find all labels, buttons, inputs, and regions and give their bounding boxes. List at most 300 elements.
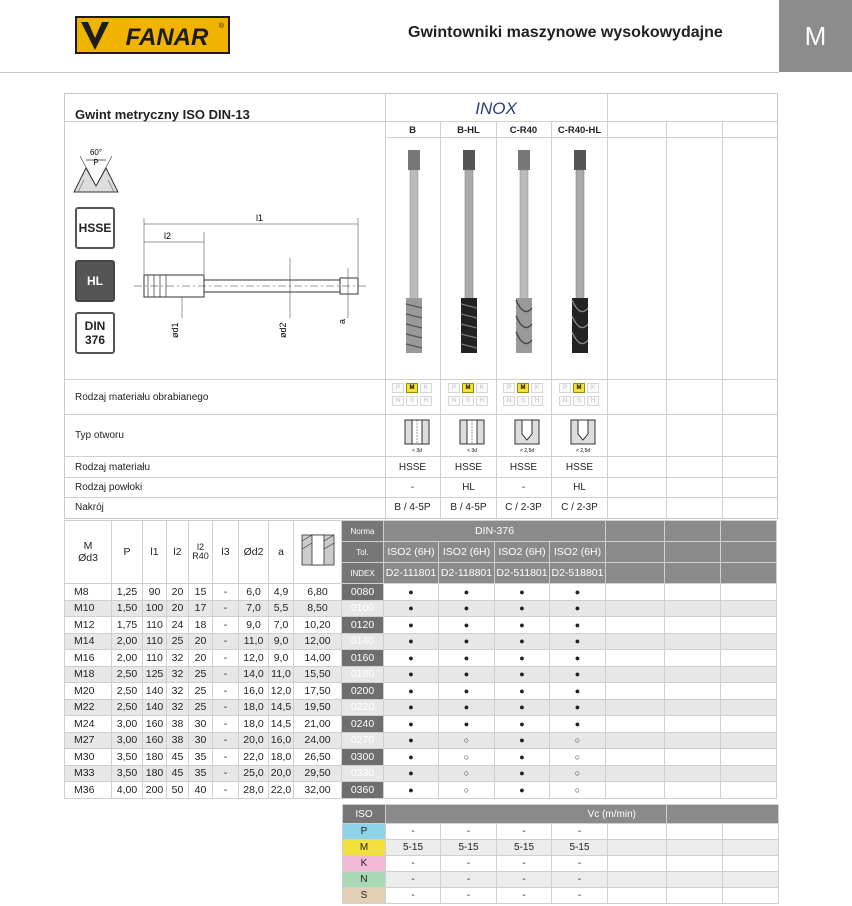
availability-cell: ● (495, 782, 550, 799)
dimension-cell: 38 (167, 732, 189, 749)
vc-value: 5-15 (386, 840, 441, 856)
dimension-table: M Ød3 P l1 l2 l2 R40 l3 Ød2 a Norma DIN-376 Tol. ISO2 (6H) ISO2 (6H) ISO2 (6H) ISO2 (6H) INDEX D2-111801 D2-118801 D2-511801 D2-518801 M8 1,25 90 20 15 - 6,0 4,9 6,80 0080 ● ● ● ● M10 1,50 100 20 17 - 7,0 5,5 8,50 0100 ● ● ● ● M12 1,75 110 24 18 - 9,0 7,0 10,20 0120 ● ● ● ● M14 2,00 110 25 20 - 11,0 9,0 12,00 0140 ● ● ● ● M16 2,00 110 32 20 - 12,0 9,0 14,00 0160 ● ● ● ● M18 2,50 125 32 25 - 14,0 11,0 15,50 0180 ● ● ● ● M20 2,50 140 32 25 - 16,0 12,0 17,50 0200 ● ● ● ● M22 2,50 140 32 25 - 18,0 14,5 19,50 0220 ● ● ● ● M24 3,00 160 38 30 - 18,0 14,5 21,00 0240 ● ● ● ● M27 3,00 160 38 30 - 20,0 16,0 24,00 0270 ● ○ ● ○ M30 3,50 180 45 35 - 22,0 18,0 26,50 0300 ● ○ ● ○ M33 3,50 180 45 35 - 25,0 20,0 29,50 0330 ● ○ ● ○ M36 4,00 200 50 40 - 28,0 22,0 32,00 0360 ● ○ ● ○ (64, 520, 777, 799)
thread-size-cell: M10 (65, 600, 112, 617)
availability-cell: ● (439, 584, 495, 601)
dimension-cell: 9,0 (269, 633, 294, 650)
col-d2: Ød2 (239, 521, 269, 584)
material-value: HSSE (398, 462, 427, 473)
variant-header-c-r40-hl: C-R40-HL (557, 125, 602, 136)
dimension-cell: 11,0 (269, 666, 294, 683)
dimension-cell: 5,5 (269, 600, 294, 617)
vc-value: - (386, 872, 441, 888)
availability-cell: ● (439, 683, 495, 700)
dimension-cell: 35 (189, 765, 213, 782)
iso-group-cell: K (343, 856, 386, 872)
col-m-d3: M Ød3 (65, 521, 112, 584)
vc-row (343, 888, 779, 904)
chamfer-value: B / 4-5P (450, 502, 487, 513)
svg-text:< 2,5d: < 2,5d (575, 448, 591, 454)
availability-cell: ● (384, 699, 439, 716)
vc-value: - (497, 872, 552, 888)
index-cell: 0160 (342, 650, 384, 667)
dimension-cell: 26,50 (294, 749, 342, 766)
dimension-cell: 2,00 (112, 633, 143, 650)
dimension-cell: 2,50 (112, 699, 143, 716)
index-cell: 0300 (342, 749, 384, 766)
availability-cell: ● (439, 666, 495, 683)
index-cell: 0200 (342, 683, 384, 700)
thread-size-cell: M20 (65, 683, 112, 700)
dimension-cell: 16,0 (239, 683, 269, 700)
table-row (65, 765, 777, 782)
drill-diameter-icon (294, 521, 342, 584)
availability-cell: ● (495, 650, 550, 667)
dimension-cell: 25 (189, 683, 213, 700)
dimension-cell: 100 (143, 600, 167, 617)
dimension-cell: 22,0 (239, 749, 269, 766)
dimension-cell: 3,00 (112, 732, 143, 749)
col-pitch: P (112, 521, 143, 584)
availability-cell: ● (384, 617, 439, 634)
availability-cell: ● (384, 666, 439, 683)
dimension-cell: 15 (189, 584, 213, 601)
svg-text:l1: l1 (256, 213, 264, 223)
thread-size-cell: M14 (65, 633, 112, 650)
vc-row (343, 856, 779, 872)
dimension-cell: 17,50 (294, 683, 342, 700)
tap-image-b-hl (455, 148, 483, 358)
label-tool-material: Rodzaj materiału (75, 462, 151, 473)
dimension-cell: - (213, 584, 239, 601)
vc-row (343, 872, 779, 888)
dimension-cell: - (213, 633, 239, 650)
availability-cell: ● (384, 600, 439, 617)
coating-badge-hl: HL (75, 260, 115, 302)
vc-value: - (497, 888, 552, 904)
dimension-cell: - (213, 666, 239, 683)
section-tab[interactable]: M (779, 0, 852, 72)
tap-dimension-drawing (130, 208, 370, 358)
table-row (65, 600, 777, 617)
thread-size-cell: M24 (65, 716, 112, 733)
availability-cell: ● (439, 699, 495, 716)
material-value: HSSE (565, 462, 594, 473)
availability-cell: ● (550, 600, 606, 617)
order-code-cell: D2-111801 (384, 563, 439, 584)
index-cell: 0180 (342, 666, 384, 683)
variant-header-b: B (409, 125, 416, 136)
availability-cell: ● (384, 749, 439, 766)
availability-cell: ○ (439, 765, 495, 782)
availability-cell: ● (384, 584, 439, 601)
fanar-logo (75, 16, 230, 54)
thread-size-cell: M18 (65, 666, 112, 683)
dimension-cell: 45 (167, 765, 189, 782)
col-l2: l2 (167, 521, 189, 584)
dimension-cell: 15,50 (294, 666, 342, 683)
dimension-cell: 19,50 (294, 699, 342, 716)
availability-cell: ● (550, 716, 606, 733)
logo-text: FANAR (125, 24, 209, 51)
table-row (65, 749, 777, 766)
availability-cell: ● (495, 732, 550, 749)
dimension-cell: 32 (167, 666, 189, 683)
dimension-cell: 1,75 (112, 617, 143, 634)
dimension-cell: 160 (143, 716, 167, 733)
iso-grid-c-r40: P M K N S H (503, 383, 545, 407)
dimension-cell: - (213, 716, 239, 733)
index-cell: 0120 (342, 617, 384, 634)
col-a: a (269, 521, 294, 584)
availability-cell: ● (550, 683, 606, 700)
material-badge-hsse: HSSE (75, 207, 115, 249)
availability-cell: ● (384, 650, 439, 667)
chamfer-value: C / 2-3P (561, 502, 598, 513)
dimension-cell: 20,0 (239, 732, 269, 749)
vc-value: - (441, 824, 497, 840)
dimension-cell: 12,00 (294, 633, 342, 650)
availability-cell: ○ (439, 782, 495, 799)
variant-header-c-r40: C-R40 (509, 125, 538, 136)
vc-value: - (386, 856, 441, 872)
dimension-cell: 45 (167, 749, 189, 766)
table-row (65, 617, 777, 634)
tolerance-cell: ISO2 (6H) (439, 542, 495, 563)
availability-cell: ● (550, 666, 606, 683)
vc-value: - (552, 872, 608, 888)
index-cell: 0080 (342, 584, 384, 601)
dimension-cell: 8,50 (294, 600, 342, 617)
availability-cell: ● (439, 650, 495, 667)
standard-badge-din376: DIN 376 (75, 312, 115, 354)
dimension-cell: 21,00 (294, 716, 342, 733)
iso-group-cell: P (343, 824, 386, 840)
availability-cell: ● (495, 683, 550, 700)
dimension-cell: 14,5 (269, 699, 294, 716)
dimension-cell: 20 (167, 584, 189, 601)
coating-value: HL (462, 482, 475, 493)
vc-row (343, 824, 779, 840)
availability-cell: ● (550, 699, 606, 716)
dimension-cell: 200 (143, 782, 167, 799)
dimension-cell: 20,0 (269, 765, 294, 782)
order-code-cell: D2-518801 (550, 563, 606, 584)
vc-value: - (552, 888, 608, 904)
dimension-cell: 28,0 (239, 782, 269, 799)
thread-size-cell: M30 (65, 749, 112, 766)
svg-text:®: ® (218, 23, 224, 30)
chamfer-value: B / 4-5P (394, 502, 431, 513)
dimension-cell: 35 (189, 749, 213, 766)
dimension-cell: 4,00 (112, 782, 143, 799)
availability-cell: ● (550, 650, 606, 667)
dimension-cell: 24,00 (294, 732, 342, 749)
vc-row (343, 840, 779, 856)
thread-size-cell: M8 (65, 584, 112, 601)
iso-header: ISO (343, 805, 386, 824)
label-hole-type: Typ otworu (75, 430, 124, 441)
material-value: HSSE (509, 462, 538, 473)
availability-cell: ● (384, 782, 439, 799)
dimension-cell: 30 (189, 716, 213, 733)
variant-header-b-hl: B-HL (457, 125, 480, 136)
dimension-cell: 2,50 (112, 666, 143, 683)
vc-header: Vc (m/min) (386, 805, 667, 824)
thread-size-cell: M27 (65, 732, 112, 749)
iso-grid-b: P M K N S H (392, 383, 434, 407)
vc-value: - (497, 824, 552, 840)
dimension-cell: 25 (189, 699, 213, 716)
coating-value: - (410, 482, 415, 493)
availability-cell: ○ (439, 732, 495, 749)
vc-value: - (552, 824, 608, 840)
dimension-cell: 11,0 (239, 633, 269, 650)
svg-text:60°: 60° (89, 148, 103, 157)
dimension-cell: 1,25 (112, 584, 143, 601)
availability-cell: ● (495, 584, 550, 601)
dimension-cell: 6,80 (294, 584, 342, 601)
dimension-cell: 20 (189, 633, 213, 650)
svg-text:l2: l2 (164, 231, 172, 241)
chamfer-value: C / 2-3P (505, 502, 542, 513)
availability-cell: ● (495, 699, 550, 716)
dimension-cell: - (213, 617, 239, 634)
availability-cell: ● (495, 749, 550, 766)
dimension-cell: 14,5 (269, 716, 294, 733)
availability-cell: ● (495, 633, 550, 650)
dimension-cell: 4,9 (269, 584, 294, 601)
dimension-cell: 125 (143, 666, 167, 683)
dimension-cell: 40 (189, 782, 213, 799)
dimension-cell: 25 (189, 666, 213, 683)
dimension-cell: 22,0 (269, 782, 294, 799)
availability-cell: ● (384, 765, 439, 782)
dimension-cell: 9,0 (239, 617, 269, 634)
dimension-cell: 10,20 (294, 617, 342, 634)
dimension-cell: 7,0 (269, 617, 294, 634)
dimension-cell: 50 (167, 782, 189, 799)
availability-cell: ● (439, 633, 495, 650)
dimension-cell: - (213, 650, 239, 667)
inox-group-label: INOX (475, 99, 517, 118)
order-code-cell: D2-118801 (439, 563, 495, 584)
label-chamfer: Nakrój (75, 502, 104, 513)
dimension-cell: 14,00 (294, 650, 342, 667)
table-row (65, 732, 777, 749)
svg-text:ød1: ød1 (170, 322, 180, 338)
thread-size-cell: M12 (65, 617, 112, 634)
thread-size-cell: M16 (65, 650, 112, 667)
table-row (65, 782, 777, 799)
availability-cell: ● (495, 716, 550, 733)
availability-cell: ● (550, 584, 606, 601)
availability-cell: ● (495, 666, 550, 683)
norm-value: DIN-376 (384, 521, 606, 542)
tap-image-c-r40-hl (566, 148, 594, 358)
col-l1: l1 (143, 521, 167, 584)
availability-cell: ● (384, 732, 439, 749)
dimension-cell: 90 (143, 584, 167, 601)
dimension-cell: - (213, 600, 239, 617)
coating-value: - (521, 482, 526, 493)
svg-text:< 2,5d: < 2,5d (519, 448, 535, 454)
dimension-cell: 12,0 (239, 650, 269, 667)
dimension-cell: 12,0 (269, 683, 294, 700)
dimension-cell: 32,00 (294, 782, 342, 799)
dimension-cell: - (213, 782, 239, 799)
vc-value: 5-15 (441, 840, 497, 856)
index-cell: 0360 (342, 782, 384, 799)
table-row (65, 699, 777, 716)
tolerance-cell: ISO2 (6H) (550, 542, 606, 563)
dimension-cell: 180 (143, 765, 167, 782)
dimension-cell: 18,0 (269, 749, 294, 766)
iso-group-cell: M (343, 840, 386, 856)
dimension-cell: - (213, 699, 239, 716)
availability-cell: ● (495, 617, 550, 634)
dimension-cell: 2,00 (112, 650, 143, 667)
dimension-cell: 140 (143, 683, 167, 700)
availability-cell: ● (384, 683, 439, 700)
material-value: HSSE (454, 462, 483, 473)
dimension-cell: 24 (167, 617, 189, 634)
dimension-cell: 14,0 (239, 666, 269, 683)
tap-image-b (400, 148, 428, 358)
dimension-cell: 32 (167, 683, 189, 700)
dimension-cell: 38 (167, 716, 189, 733)
dimension-cell: 6,0 (239, 584, 269, 601)
dimension-cell: 18,0 (239, 716, 269, 733)
table-row (65, 584, 777, 601)
tolerance-cell: ISO2 (6H) (495, 542, 550, 563)
dimension-cell: 29,50 (294, 765, 342, 782)
table-row (65, 666, 777, 683)
dimension-cell: 18,0 (239, 699, 269, 716)
blind-hole-icon (513, 418, 541, 454)
iso-grid-b-hl: P M K N S H (448, 383, 490, 407)
col-l2-r40: l2 R40 (189, 521, 213, 584)
dimension-cell: 110 (143, 633, 167, 650)
vc-value: - (386, 824, 441, 840)
availability-cell: ● (550, 633, 606, 650)
index-cell: 0100 (342, 600, 384, 617)
dimension-cell: 1,50 (112, 600, 143, 617)
index-cell: 0240 (342, 716, 384, 733)
table-row (65, 683, 777, 700)
dimension-cell: 30 (189, 732, 213, 749)
availability-cell: ● (384, 716, 439, 733)
iso-group-cell: N (343, 872, 386, 888)
page-title: Gwintowniki maszynowe wysokowydajne (408, 24, 723, 41)
iso-grid-c-r40-hl: P M K N S H (559, 383, 601, 407)
dimension-cell: - (213, 683, 239, 700)
availability-cell: ○ (439, 749, 495, 766)
vc-value: 5-15 (497, 840, 552, 856)
coating-value: HL (573, 482, 586, 493)
vc-value: - (441, 872, 497, 888)
availability-cell: ● (550, 617, 606, 634)
blind-hole-icon (569, 418, 597, 454)
dimension-cell: 16,0 (269, 732, 294, 749)
svg-text:P: P (93, 158, 99, 167)
cutting-speed-table (342, 804, 779, 904)
availability-cell: ● (439, 617, 495, 634)
tap-image-c-r40 (510, 148, 538, 358)
dimension-cell: 160 (143, 732, 167, 749)
vc-value: - (441, 888, 497, 904)
thread-size-cell: M36 (65, 782, 112, 799)
through-hole-icon (403, 418, 431, 454)
availability-cell: ● (384, 633, 439, 650)
dimension-cell: 9,0 (269, 650, 294, 667)
dimension-cell: 25,0 (239, 765, 269, 782)
vc-value: 5-15 (552, 840, 608, 856)
dimension-cell: 7,0 (239, 600, 269, 617)
dimension-cell: 180 (143, 749, 167, 766)
dimension-cell: 25 (167, 633, 189, 650)
availability-cell: ○ (550, 782, 606, 799)
dimension-cell: 20 (167, 600, 189, 617)
availability-cell: ○ (550, 749, 606, 766)
vc-value: - (441, 856, 497, 872)
dimension-cell: 110 (143, 650, 167, 667)
table-row (65, 650, 777, 667)
dimension-cell: 20 (189, 650, 213, 667)
dimension-cell: 3,00 (112, 716, 143, 733)
dimension-cell: 32 (167, 699, 189, 716)
table-row (65, 633, 777, 650)
vc-value: - (497, 856, 552, 872)
vc-value: - (552, 856, 608, 872)
through-hole-icon (458, 418, 486, 454)
availability-cell: ● (495, 765, 550, 782)
availability-cell: ● (495, 600, 550, 617)
dimension-cell: 2,50 (112, 683, 143, 700)
thread-standard-title: Gwint metryczny ISO DIN-13 (75, 107, 250, 122)
svg-text:< 3d: < 3d (412, 448, 422, 454)
index-cell: 0330 (342, 765, 384, 782)
dimension-cell: - (213, 749, 239, 766)
index-cell: 0220 (342, 699, 384, 716)
dimension-cell: 140 (143, 699, 167, 716)
dimension-cell: 110 (143, 617, 167, 634)
dimension-cell: 32 (167, 650, 189, 667)
dimension-cell: - (213, 732, 239, 749)
dimension-cell: 17 (189, 600, 213, 617)
dimension-cell: 3,50 (112, 765, 143, 782)
thread-profile-icon (72, 146, 124, 196)
col-l3: l3 (213, 521, 239, 584)
availability-cell: ○ (550, 765, 606, 782)
order-code-cell: D2-511801 (495, 563, 550, 584)
dimension-cell: 3,50 (112, 749, 143, 766)
thread-size-cell: M33 (65, 765, 112, 782)
svg-text:a: a (337, 318, 347, 324)
index-cell: 0270 (342, 732, 384, 749)
thread-size-cell: M22 (65, 699, 112, 716)
tolerance-cell: ISO2 (6H) (384, 542, 439, 563)
availability-cell: ● (439, 600, 495, 617)
index-cell: 0140 (342, 633, 384, 650)
availability-cell: ● (439, 716, 495, 733)
label-workpiece-material: Rodzaj materiału obrabianego (75, 392, 209, 403)
table-row (65, 716, 777, 733)
iso-group-cell: S (343, 888, 386, 904)
svg-text:ød2: ød2 (278, 322, 288, 338)
dimension-cell: - (213, 765, 239, 782)
label-coating: Rodzaj powłoki (75, 482, 143, 493)
svg-text:< 3d: < 3d (467, 448, 477, 454)
